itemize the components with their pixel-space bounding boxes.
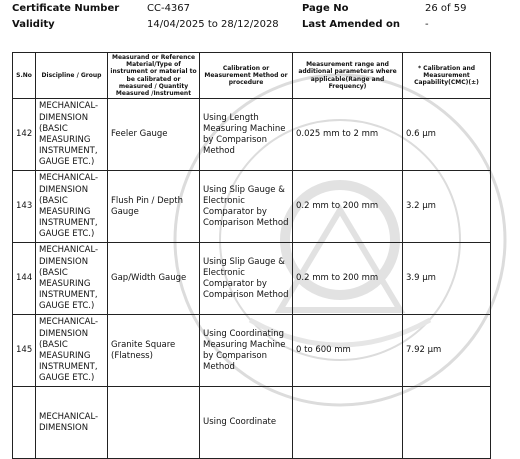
table-row xyxy=(13,315,491,387)
cell-measurand: Flush Pin / Depth Gauge xyxy=(108,171,200,243)
col-header-method: Calibration or Measurement Method or procedure xyxy=(200,53,293,99)
cell-sno: 145 xyxy=(13,315,36,387)
cell-cmc: 3.2 µm xyxy=(403,171,491,243)
last-amended-label: Last Amended on xyxy=(302,19,400,30)
certificate-number-value: CC-4367 xyxy=(147,3,191,14)
certificate-header xyxy=(12,0,490,32)
cell-discipline: MECHANICAL- DIMENSION (BASIC MEASURING INSTRUMENT, GAUGE ETC.) xyxy=(36,171,108,243)
cell-cmc xyxy=(403,387,491,459)
table-header-row xyxy=(13,53,491,99)
col-header-cmc: * Calibration and Measurement Capability(CMC)(±) xyxy=(403,53,491,99)
cell-cmc: 7.92 µm xyxy=(403,315,491,387)
cell-range xyxy=(293,387,403,459)
cell-sno: 143 xyxy=(13,171,36,243)
last-amended-value: - xyxy=(425,19,429,30)
page-no-label: Page No xyxy=(302,3,349,14)
table-row xyxy=(13,387,491,459)
cell-discipline: MECHANICAL- DIMENSION (BASIC MEASURING INSTRUMENT, GAUGE ETC.) xyxy=(36,243,108,315)
cell-discipline: MECHANICAL- DIMENSION (BASIC MEASURING INSTRUMENT, GAUGE ETC.) xyxy=(36,315,108,387)
header-row-2 xyxy=(12,16,490,32)
cell-range: 0.025 mm to 2 mm xyxy=(293,99,403,171)
cell-sno: 142 xyxy=(13,99,36,171)
scope-table xyxy=(12,52,491,459)
cell-method: Using Length Measuring Machine by Comparison Method xyxy=(200,99,293,171)
table-row xyxy=(13,171,491,243)
cell-method: Using Coordinating Measuring Machine by Comparison Method xyxy=(200,315,293,387)
cell-measurand xyxy=(108,387,200,459)
header-row-1 xyxy=(12,0,490,16)
cell-range: 0.2 mm to 200 mm xyxy=(293,243,403,315)
certificate-number-label: Certificate Number xyxy=(12,3,120,14)
cell-sno: 144 xyxy=(13,243,36,315)
cell-range: 0.2 mm to 200 mm xyxy=(293,171,403,243)
table-row xyxy=(13,99,491,171)
cell-discipline: MECHANICAL- DIMENSION xyxy=(36,387,108,459)
col-header-discipline: Discipline / Group xyxy=(36,53,108,99)
cell-measurand: Feeler Gauge xyxy=(108,99,200,171)
col-header-sno: S.No xyxy=(13,53,36,99)
cell-measurand: Granite Square (Flatness) xyxy=(108,315,200,387)
col-header-measurand: Measurand or Reference Material/Type of instrument or material to be calibrated or measured / Quantity Measured /Instrument xyxy=(108,53,200,99)
table-row xyxy=(13,243,491,315)
validity-value: 14/04/2025 to 28/12/2028 xyxy=(147,19,279,30)
cell-range: 0 to 600 mm xyxy=(293,315,403,387)
col-header-range: Measurement range and additional parameters where applicable(Range and Frequency) xyxy=(293,53,403,99)
cell-discipline: MECHANICAL- DIMENSION (BASIC MEASURING INSTRUMENT, GAUGE ETC.) xyxy=(36,99,108,171)
cell-method: Using Slip Gauge & Electronic Comparator by Comparison Method xyxy=(200,243,293,315)
cell-method: Using Coordinate xyxy=(200,387,293,459)
cell-cmc: 0.6 µm xyxy=(403,99,491,171)
page-no-value: 26 of 59 xyxy=(425,3,467,14)
cell-measurand: Gap/Width Gauge xyxy=(108,243,200,315)
cell-method: Using Slip Gauge & Electronic Comparator by Comparison Method xyxy=(200,171,293,243)
validity-label: Validity xyxy=(12,19,55,30)
cell-cmc: 3.9 µm xyxy=(403,243,491,315)
cell-sno xyxy=(13,387,36,459)
